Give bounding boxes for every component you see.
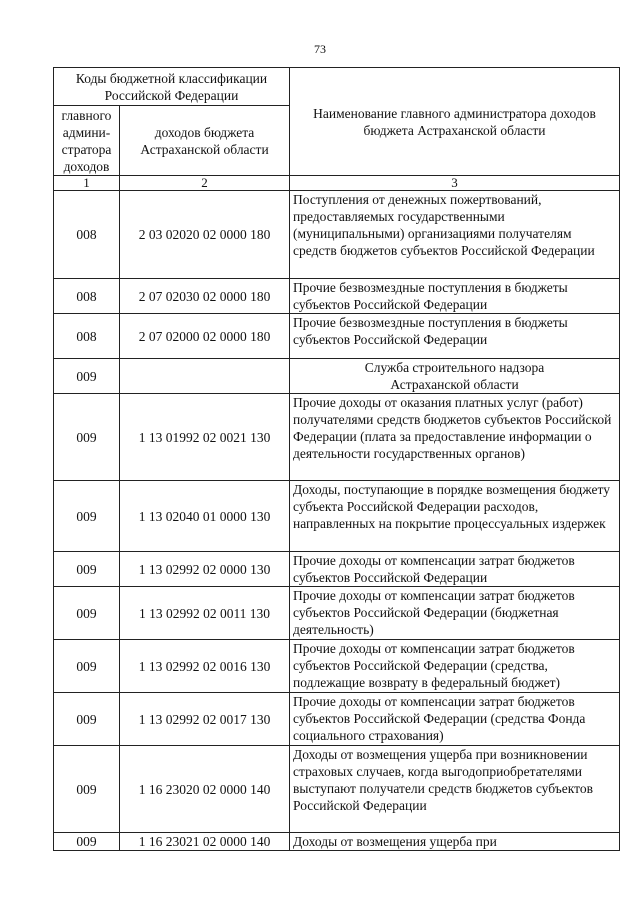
income-code-cell: 1 13 02992 02 0017 130 bbox=[120, 693, 290, 746]
admin-code-cell: 009 bbox=[54, 693, 120, 746]
table-row bbox=[54, 314, 620, 359]
section-title-cell: Служба строительного надзора Астраханской области bbox=[290, 359, 620, 394]
table-row bbox=[54, 552, 620, 587]
header-number-1: 1 bbox=[54, 176, 120, 191]
table-row bbox=[54, 746, 620, 833]
table-row bbox=[54, 833, 620, 851]
admin-code-cell: 009 bbox=[54, 552, 120, 587]
table-row bbox=[54, 191, 620, 279]
table-row bbox=[54, 359, 620, 394]
name-cell: Поступления от денежных пожертвований, предоставляемых государственными (муниципальными) организациями получателям средств бюджетов субъектов Российской Федерации bbox=[290, 191, 620, 279]
admin-code-cell: 009 bbox=[54, 746, 120, 833]
header-admin-column: главного админи-стратора доходов bbox=[54, 106, 120, 176]
name-cell: Доходы от возмещения ущерба при возникновении страховых случаев, когда выгодоприобретателями выступают получатели средств бюджетов субъектов Российской Федерации bbox=[290, 746, 620, 833]
header-number-3: 3 bbox=[290, 176, 620, 191]
income-code-cell: 1 13 02040 01 0000 130 bbox=[120, 481, 290, 552]
income-code-cell: 1 16 23020 02 0000 140 bbox=[120, 746, 290, 833]
name-cell: Доходы от возмещения ущерба при bbox=[290, 833, 620, 851]
admin-code-cell: 009 bbox=[54, 640, 120, 693]
income-code-cell: 2 03 02020 02 0000 180 bbox=[120, 191, 290, 279]
page-number: 73 bbox=[314, 42, 326, 56]
table-row bbox=[54, 481, 620, 552]
name-cell: Прочие доходы от компенсации затрат бюджетов субъектов Российской Федерации bbox=[290, 552, 620, 587]
admin-code-cell: 009 bbox=[54, 833, 120, 851]
name-cell: Прочие доходы от компенсации затрат бюджетов субъектов Российской Федерации (средства Фонда социального страхования) bbox=[290, 693, 620, 746]
header-group-title: Коды бюджетной классификации Российской Федерации bbox=[54, 68, 290, 106]
admin-code-cell: 008 bbox=[54, 191, 120, 279]
table-row bbox=[54, 279, 620, 314]
table-row bbox=[54, 640, 620, 693]
header-name-column: Наименование главного администратора доходов бюджета Астраханской области bbox=[290, 68, 620, 176]
table-row bbox=[54, 587, 620, 640]
admin-code-cell: 009 bbox=[54, 587, 120, 640]
table-row bbox=[54, 693, 620, 746]
header-income-column: доходов бюджета Астраханской области bbox=[120, 106, 290, 176]
income-code-cell: 2 07 02000 02 0000 180 bbox=[120, 314, 290, 359]
header-number-2: 2 bbox=[120, 176, 290, 191]
name-cell: Доходы, поступающие в порядке возмещения бюджету субъекта Российской Федерации расходов, направленных на покрытие процессуальных издержек bbox=[290, 481, 620, 552]
budget-classification-table bbox=[53, 67, 620, 851]
table-row bbox=[54, 394, 620, 481]
income-code-cell: 1 13 02992 02 0016 130 bbox=[120, 640, 290, 693]
admin-code-cell: 008 bbox=[54, 314, 120, 359]
income-code-cell: 1 13 02992 02 0000 130 bbox=[120, 552, 290, 587]
income-code-cell: 1 13 02992 02 0011 130 bbox=[120, 587, 290, 640]
income-code-cell: 1 16 23021 02 0000 140 bbox=[120, 833, 290, 851]
name-cell: Прочие доходы от компенсации затрат бюджетов субъектов Российской Федерации (средства, подлежащие возврату в федеральный бюджет) bbox=[290, 640, 620, 693]
income-code-cell bbox=[120, 359, 290, 394]
admin-code-cell: 008 bbox=[54, 279, 120, 314]
admin-code-cell: 009 bbox=[54, 481, 120, 552]
admin-code-cell: 009 bbox=[54, 394, 120, 481]
name-cell: Прочие безвозмездные поступления в бюджеты субъектов Российской Федерации bbox=[290, 314, 620, 359]
income-code-cell: 2 07 02030 02 0000 180 bbox=[120, 279, 290, 314]
name-cell: Прочие доходы от компенсации затрат бюджетов субъектов Российской Федерации (бюджетная деятельность) bbox=[290, 587, 620, 640]
income-code-cell: 1 13 01992 02 0021 130 bbox=[120, 394, 290, 481]
name-cell: Прочие безвозмездные поступления в бюджеты субъектов Российской Федерации bbox=[290, 279, 620, 314]
name-cell: Прочие доходы от оказания платных услуг (работ) получателями средств бюджетов субъектов Российской Федерации (плата за предоставление информации о деятельности государственных органов) bbox=[290, 394, 620, 481]
admin-code-cell: 009 bbox=[54, 359, 120, 394]
